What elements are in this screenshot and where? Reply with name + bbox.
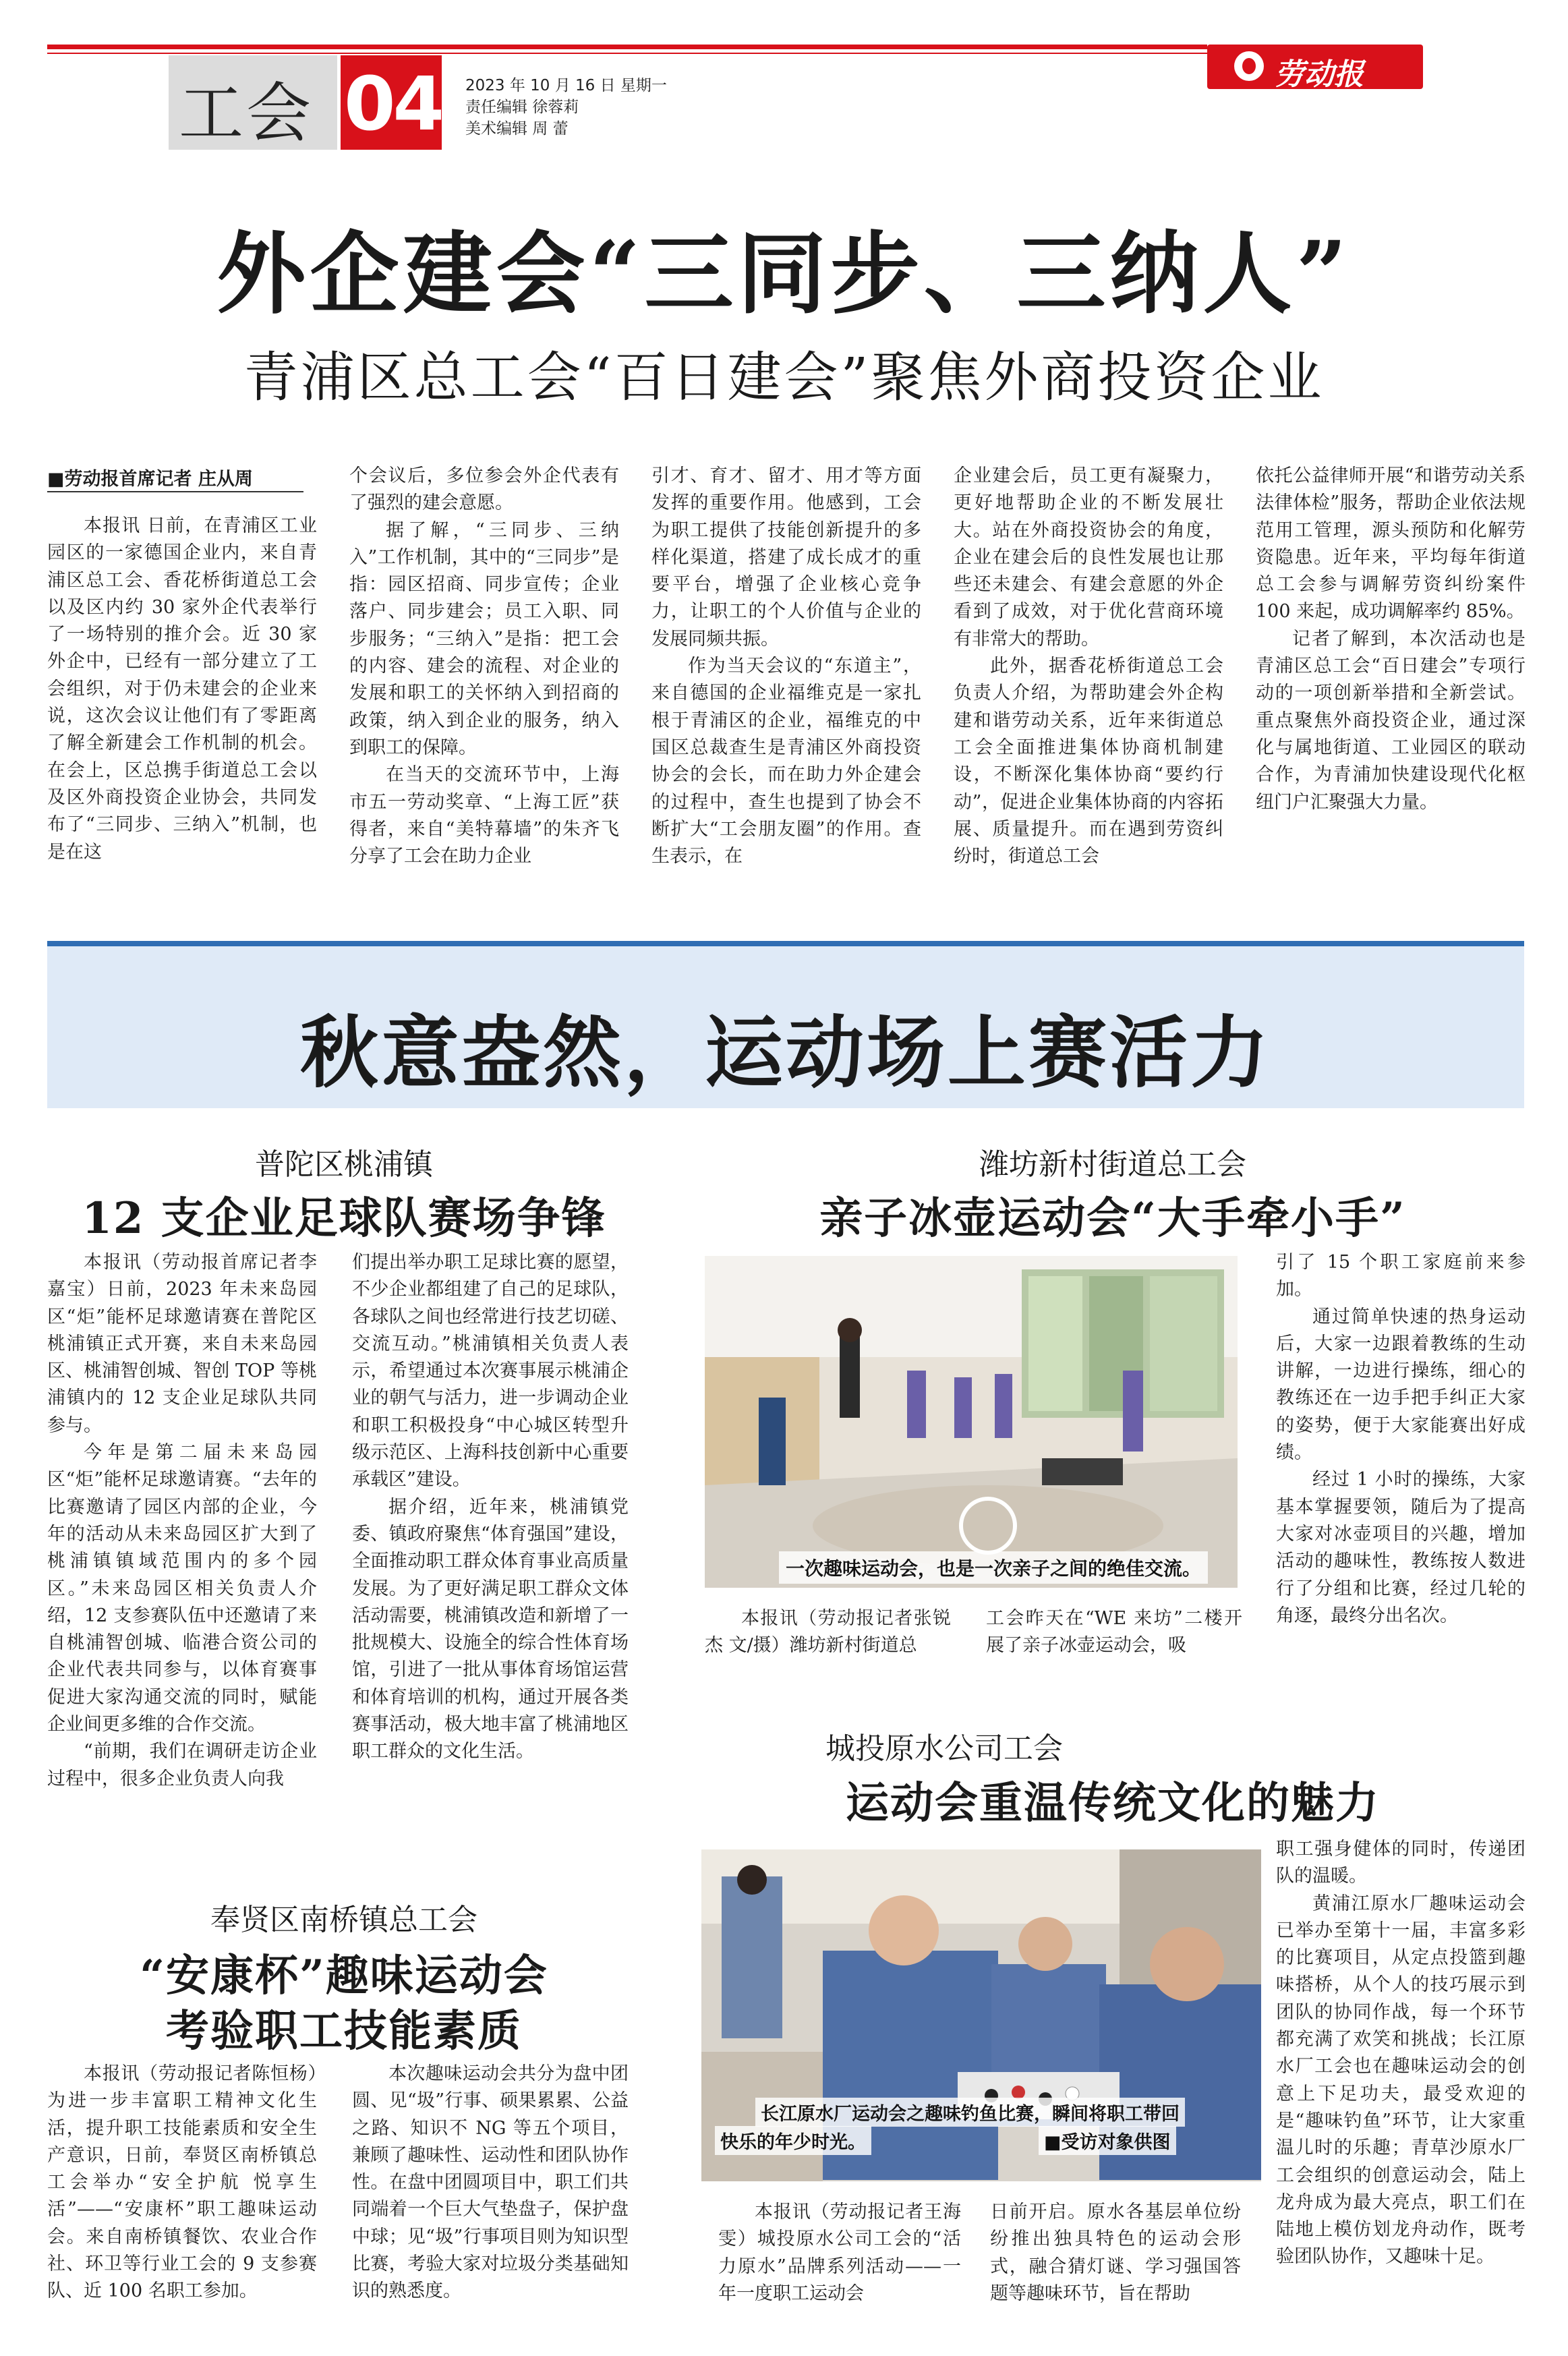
curling-kicker: 潍坊新村街道总工会 — [979, 1147, 1246, 1182]
curling-headline: 亲子冰壶运动会“大手牵小手” — [819, 1193, 1406, 1244]
paragraph: 引了 15 个职工家庭前来参加。 — [1276, 1252, 1526, 1300]
lead-byline: ■劳动报首席记者 庄从周 — [47, 469, 253, 490]
football-kicker: 普陀区桃浦镇 — [255, 1147, 433, 1182]
paragraph: 经过 1 小时的操练，大家基本掌握要领，随后为了提高大家对冰壶项目的兴趣，增加活动的趣味性，教练按人数进行了分组和比赛，经过几轮的角逐，最终分出名次。 — [1276, 1469, 1526, 1626]
football-column-2 — [352, 1249, 629, 1766]
nanqiao-column-1 — [47, 2061, 317, 2305]
fishing-photo-caption-line1: 长江原水厂运动会之趣味钓鱼比赛，瞬间将职工带回 — [755, 2098, 1185, 2127]
nanqiao-headline-line1: “安康杯”趣味运动会 — [140, 1951, 548, 2001]
curling-column-1 — [705, 1605, 951, 1660]
paragraph: 本报讯 日前，在青浦区工业园区的一家德国企业内，来自青浦区总工会、香花桥街道总工会以及区内约 30 家外企代表举行了一场特别的推介会。近 30 家外企中，已经有一部分建立了工会组织，对于仍未建会的企业来说，这次会议让他们有了零距离了解全新建会工作机制的机会。在会上，区总携手街道总工会以及区外商投资企业协会，共同发布了“三同步、三纳入”机制，也是在这 — [47, 515, 317, 863]
paragraph: 本次趣味运动会共分为盘中团圆、见“圾”行事、硕果累累、公益之路、知识不 NG 等五个项目，兼顾了趣味性、运动性和团队协作性。在盘中团圆项目中，职工们共同端着一个巨大气垫盘子，保护盘中球；见“圾”行事项目则为知识型比赛，考验大家对垃圾分类基础知识的熟悉度。 — [352, 2063, 629, 2302]
paragraph: 们提出举办职工足球比赛的愿望，不少企业都组建了自己的足球队，各球队之间也经常进行技艺切磋、交流互动。”桃浦镇相关负责人表示，希望通过本次赛事展示桃浦企业的朝气与活力，进一步调动企业和职工积极投身“中心城区转型升级示范区、上海科技创新中心重要承载区”建设。 — [352, 1252, 629, 1491]
paragraph: 企业建会后，员工更有凝聚力，更好地帮助企业的不断发展壮大。站在外商投资协会的角度，企业在建会后的良性发展也让那些还未建会、有建会意愿的外企看到了成效，对于优化营商环境有非常大的帮助。 — [954, 465, 1223, 650]
paragraph: 工会昨天在“WE 来坊”二楼开展了亲子冰壶运动会，吸 — [986, 1608, 1242, 1657]
curling-photo-caption: 一次趣味运动会，也是一次亲子之间的绝佳交流。 — [779, 1551, 1208, 1584]
lead-column-5 — [1256, 463, 1526, 816]
fishing-photo-caption-line2: 快乐的年少时光。 — [715, 2126, 871, 2155]
paragraph: 本报讯（劳动报记者王海雯）城投原水公司工会的“活力原水”品牌系列活动——一年一度职工运动会 — [718, 2202, 961, 2304]
curling-photo — [705, 1256, 1238, 1588]
water-column-3 — [1276, 1836, 1526, 2271]
masthead-rule — [47, 45, 1207, 49]
paragraph: 黄浦江原水厂趣味运动会已举办至第十一届，丰富多彩的比赛项目，从定点投篮到趣味搭桥，从个人的技巧展示到团队的协同作战，每一个环节都充满了欢笑和挑战；长江原水厂工会也在趣味运动会的创意上下足功夫，最受欢迎的是“趣味钓鱼”环节，让大家重温儿时的乐趣；青草沙原水厂工会组织的创意运动会，陆上龙舟成为最大亮点，职工们在陆地上模仿划龙舟动作，既考验团队协作，又趣味十足。 — [1276, 1893, 1526, 2268]
paragraph: 记者了解到，本次活动也是青浦区总工会“百日建会”专项行动的一项创新举措和全新尝试。重点聚焦外商投资企业，通过深化与属地街道、工业园区的联动合作，为青浦加快建设现代化枢纽门户汇聚强大力量。 — [1256, 628, 1526, 813]
issue-date: 2023 年 10 月 16 日 星期一 — [465, 77, 667, 94]
paragraph: 据介绍，近年来，桃浦镇党委、镇政府聚焦“体育强国”建设，全面推动职工群众体育事业高质量发展。为了更好满足职工群众文体活动需要，桃浦镇改造和新增了一批规模大、设施全的综合性体育场馆，引进了一批从事体育场馆运营和体育培训的机构，通过开展各类赛事活动，极大地丰富了桃浦地区职工群众的文化生活。 — [352, 1496, 629, 1762]
football-headline: 12 支企业足球队赛场争锋 — [82, 1193, 606, 1244]
paragraph: 本报讯（劳动报记者陈恒杨）为进一步丰富职工精神文化生活，提升职工技能素质和安全生产意识，日前，奉贤区南桥镇总工会举办“安全护航 悦享生活”——“安康杯”职工趣味运动会。来自南桥镇餐饮、农业合作社、环卫等行业工会的 9 支参赛队、近 100 名职工参加。 — [47, 2063, 317, 2302]
water-column-1 — [718, 2199, 961, 2307]
paragraph: 在当天的交流环节中，上海市五一劳动奖章、“上海工匠”获得者，来自“美特幕墙”的朱齐飞分享了工会在助力企业 — [349, 764, 619, 867]
paragraph: 本报讯（劳动报首席记者李嘉宝）日前，2023 年未来岛园区“炬”能杯足球邀请赛在普陀区桃浦镇正式开赛，来自未来岛园区、桃浦智创城、智创 TOP 等桃浦镇内的 12 支企业足球队共同参与。 — [47, 1252, 317, 1436]
paragraph: 日前开启。原水各基层单位纷纷推出独具特色的运动会形式，融合猜灯谜、学习强国答题等趣味环节，旨在帮助 — [990, 2202, 1241, 2304]
lead-column-3 — [651, 463, 921, 870]
banner-rule — [47, 941, 1524, 946]
curling-column-2 — [986, 1605, 1242, 1660]
paragraph: 此外，据香花桥街道总工会负责人介绍，为帮助建会外企构建和谐劳动关系，近年来街道总工会全面推进集体协商机制建设，不断深化集体协商“要约行动”，促进企业集体协商的内容拓展、质量提升。而在遇到劳资纠纷时，街道总工会 — [954, 656, 1223, 867]
section-name: 工会 — [179, 76, 314, 151]
lead-column-1 — [47, 513, 317, 866]
nanqiao-headline-line2: 考验职工技能素质 — [166, 2006, 522, 2057]
curling-photo-illustration — [705, 1256, 1238, 1588]
lead-column-4 — [954, 463, 1223, 870]
nanqiao-column-2 — [352, 2061, 629, 2305]
nanqiao-kicker: 奉贤区南桥镇总工会 — [210, 1903, 477, 1937]
fishing-photo-credit: ■受访对象供图 — [1039, 2126, 1176, 2155]
responsible-editor: 责任编辑 徐蓉莉 — [465, 98, 579, 116]
paragraph: 通过简单快速的热身运动后，大家一边跟着教练的生动讲解，一边进行操练，细心的教练还在一边手把手纠正大家的姿势，便于大家能赛出好成绩。 — [1276, 1306, 1526, 1464]
logo-mark-inner — [1242, 58, 1256, 74]
football-column-1 — [47, 1249, 317, 1793]
feature-banner-title: 秋意盎然，运动场上赛活力 — [300, 1007, 1271, 1099]
paragraph: 引才、育才、留才、用才等方面发挥的重要作用。他感到，工会为职工提供了技能创新提升的多样化渠道，搭建了成长成才的重要平台，增强了企业核心竞争力，让职工的个人价值与企业的发展同频共振。 — [651, 465, 921, 650]
paragraph: 依托公益律师开展“和谐劳动关系法律体检”服务，帮助企业依法规范用工管理，源头预防和化解劳资隐患。近年来，平均每年街道总工会参与调解劳资纠纷案件 100 来起，成功调解率约 85%。 — [1256, 465, 1526, 623]
paragraph: 个会议后，多位参会外企代表有了强烈的建会意愿。 — [349, 465, 619, 514]
paragraph: 职工强身健体的同时，传递团队的温暖。 — [1276, 1839, 1526, 1887]
masthead-rule-thin — [47, 53, 1207, 54]
page-number: 04 — [344, 61, 442, 147]
lead-headline: 外企建会“三同步、三纳人” — [216, 222, 1352, 326]
water-column-2 — [990, 2199, 1241, 2307]
water-headline: 运动会重温传统文化的魅力 — [846, 1778, 1380, 1829]
paragraph: 本报讯（劳动报记者张锐杰 文/摄）潍坊新村街道总 — [705, 1608, 951, 1657]
curling-column-3 — [1276, 1249, 1526, 1630]
fishing-photo — [701, 1849, 1261, 2181]
lead-subheadline: 青浦区总工会“百日建会”聚焦外商投资企业 — [243, 346, 1325, 409]
paragraph: “前期，我们在调研走访企业过程中，很多企业负责人向我 — [47, 1741, 317, 1789]
lead-column-2 — [349, 463, 619, 870]
water-kicker: 城投原水公司工会 — [825, 1731, 1063, 1766]
byline-rule — [47, 491, 303, 492]
paragraph: 作为当天会议的“东道主”，来自德国的企业福维克是一家扎根于青浦区的企业，福维克的中国区总裁查生是青浦区外商投资协会的会长，而在助力外企建会的过程中，查生也提到了协会不断扩大“工会朋友圈”的作用。查生表示，在 — [651, 656, 921, 867]
paragraph: 今年是第二届未来岛园区“炬”能杯足球邀请赛。“去年的比赛邀请了园区内部的企业，今年的活动从未来岛园区扩大到了桃浦镇镇域范围内的多个园区。”未来岛园区相关负责人介绍，12 支参赛队伍中还邀请了来自桃浦智创城、临港合资公司的企业代表共同参与，以体育赛事促进大家沟通交流的同时，赋能企业间更多维的合作交流。 — [47, 1442, 317, 1735]
art-editor: 美术编辑 周 蕾 — [465, 120, 569, 138]
logo-text: 劳动报 — [1275, 57, 1364, 92]
paragraph: 据了解，“三同步、三纳入”工作机制，其中的“三同步”是指：园区招商、同步宣传；企业落户、同步建会；员工入职、同步服务；“三纳入”是指：把工会的内容、建会的流程、对企业的发展和职工的关怀纳入到招商的政策，纳入到企业的服务，纳入到职工的保障。 — [349, 519, 619, 758]
